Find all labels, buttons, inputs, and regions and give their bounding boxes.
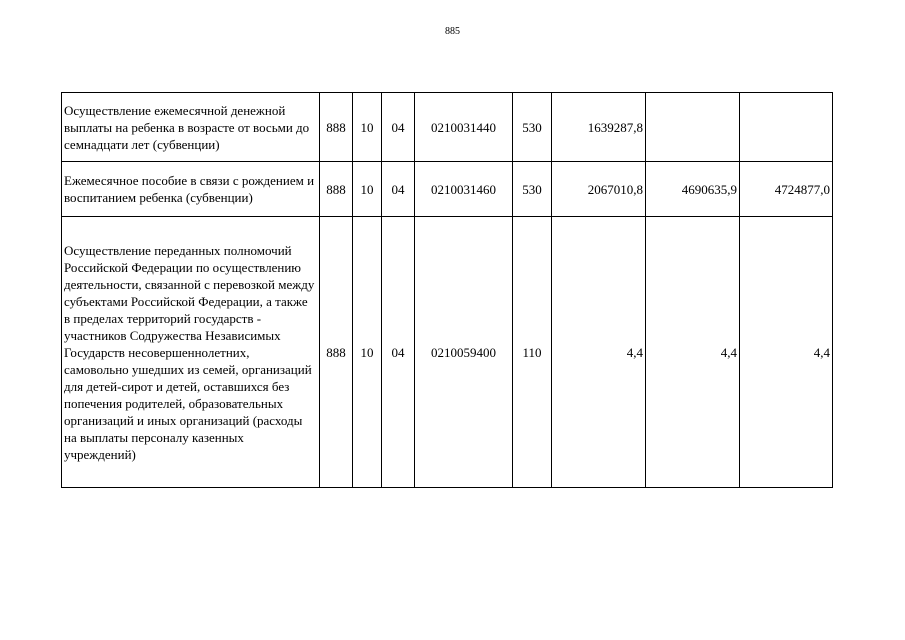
ministry-code: 888 <box>320 162 353 217</box>
table-row <box>62 93 833 162</box>
page-number: 885 <box>445 26 460 37</box>
ministry-code: 888 <box>320 217 353 488</box>
section-code: 10 <box>353 162 382 217</box>
row-description: Ежемесячное пособие в связи с рождением и воспитанием ребенка (субвенции) <box>62 162 320 217</box>
amount-year-3: 4,4 <box>740 217 833 488</box>
target-article-code: 0210031440 <box>415 93 513 162</box>
subsection-code: 04 <box>382 217 415 488</box>
section-code: 10 <box>353 93 382 162</box>
expense-type-code: 530 <box>513 93 552 162</box>
amount-year-3 <box>740 93 833 162</box>
ministry-code: 888 <box>320 93 353 162</box>
table-row <box>62 217 833 488</box>
amount-year-1: 2067010,8 <box>552 162 646 217</box>
table-row <box>62 162 833 217</box>
subsection-code: 04 <box>382 162 415 217</box>
amount-year-1: 4,4 <box>552 217 646 488</box>
target-article-code: 0210031460 <box>415 162 513 217</box>
amount-year-3: 4724877,0 <box>740 162 833 217</box>
row-description: Осуществление переданных полномочий Российской Федерации по осуществлению деятельности, связанной с перевозкой между субъектами Российской Федерации, а также в пределах территорий государств - участников Содружества Независимых Государств несовершеннолетних, самовольно ушедших из семей, организаций для детей-сирот и детей, оставшихся без попечения родителей, образовательных организаций и иных организаций (расходы на выплаты персоналу казенных учреждений) <box>62 217 320 488</box>
amount-year-2: 4690635,9 <box>646 162 740 217</box>
amount-year-2 <box>646 93 740 162</box>
target-article-code: 0210059400 <box>415 217 513 488</box>
expense-type-code: 110 <box>513 217 552 488</box>
row-description: Осуществление ежемесячной денежной выплаты на ребенка в возрасте от восьми до семнадцати лет (субвенции) <box>62 93 320 162</box>
expense-type-code: 530 <box>513 162 552 217</box>
budget-table <box>61 92 833 488</box>
amount-year-2: 4,4 <box>646 217 740 488</box>
section-code: 10 <box>353 217 382 488</box>
subsection-code: 04 <box>382 93 415 162</box>
amount-year-1: 1639287,8 <box>552 93 646 162</box>
